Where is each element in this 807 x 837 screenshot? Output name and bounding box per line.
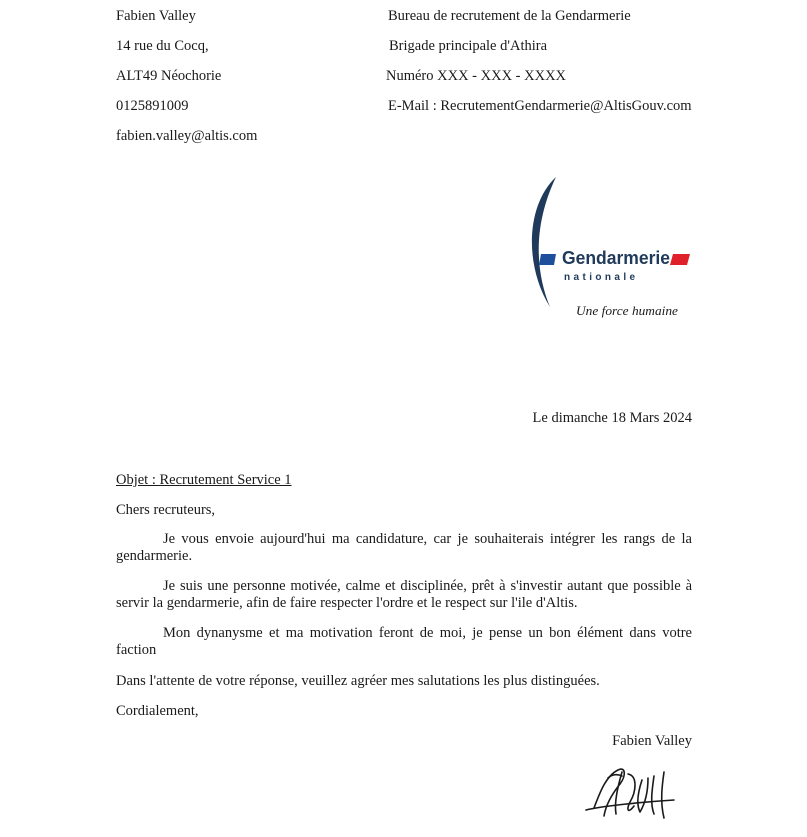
handwritten-signature-icon (582, 762, 688, 822)
letter-paragraph-2: Je suis une personne motivée, calme et disciplinée, prêt à s'investir autant que possible à servir la gendarmerie, afin de faire respecter l'ordre et le respect sur l'ile d'Altis. (116, 578, 692, 611)
sender-phone: 0125891009 (116, 98, 189, 114)
sender-name: Fabien Valley (116, 8, 196, 24)
recipient-office: Bureau de recrutement de la Gendarmerie (388, 8, 631, 24)
sender-street: 14 rue du Cocq, (116, 38, 209, 54)
recipient-brigade: Brigade principale d'Athira (389, 38, 548, 54)
letter-subject: Objet : Recrutement Service 1 (116, 472, 292, 488)
sender-email: fabien.valley@altis.com (116, 128, 258, 144)
logo-red-bar-icon (670, 254, 690, 265)
sender-city: ALT49 Néochorie (116, 68, 222, 84)
logo-subtitle: nationale (564, 272, 639, 283)
letter-sign-off: Cordialement, (116, 703, 199, 719)
letter-salutation: Chers recruteurs, (116, 502, 216, 518)
recipient-email: E-Mail : RecrutementGendarmerie@AltisGouv.com (388, 98, 692, 114)
letter-paragraph-1: Je vous envoie aujourd'hui ma candidature, car je souhaiterais intégrer les rangs de la gendarmerie. (116, 531, 692, 564)
recipient-phone: Numéro XXX - XXX - XXXX (386, 68, 567, 84)
logo-motto: Une force humaine (576, 303, 679, 318)
letter-paragraph-3: Mon dynanysme et ma motivation feront de moi, je pense un bon élément dans votre faction (116, 625, 692, 658)
signature-name: Fabien Valley (612, 733, 692, 749)
letter-closing-line: Dans l'attente de votre réponse, veuillez agréer mes salutations les plus distinguées. (116, 673, 600, 689)
gendarmerie-logo (520, 175, 700, 325)
logo-swoosh-icon (532, 177, 556, 307)
letter-date: Le dimanche 18 Mars 2024 (532, 410, 692, 426)
logo-title: Gendarmerie (562, 248, 670, 268)
logo-blue-bar-icon (539, 254, 556, 265)
